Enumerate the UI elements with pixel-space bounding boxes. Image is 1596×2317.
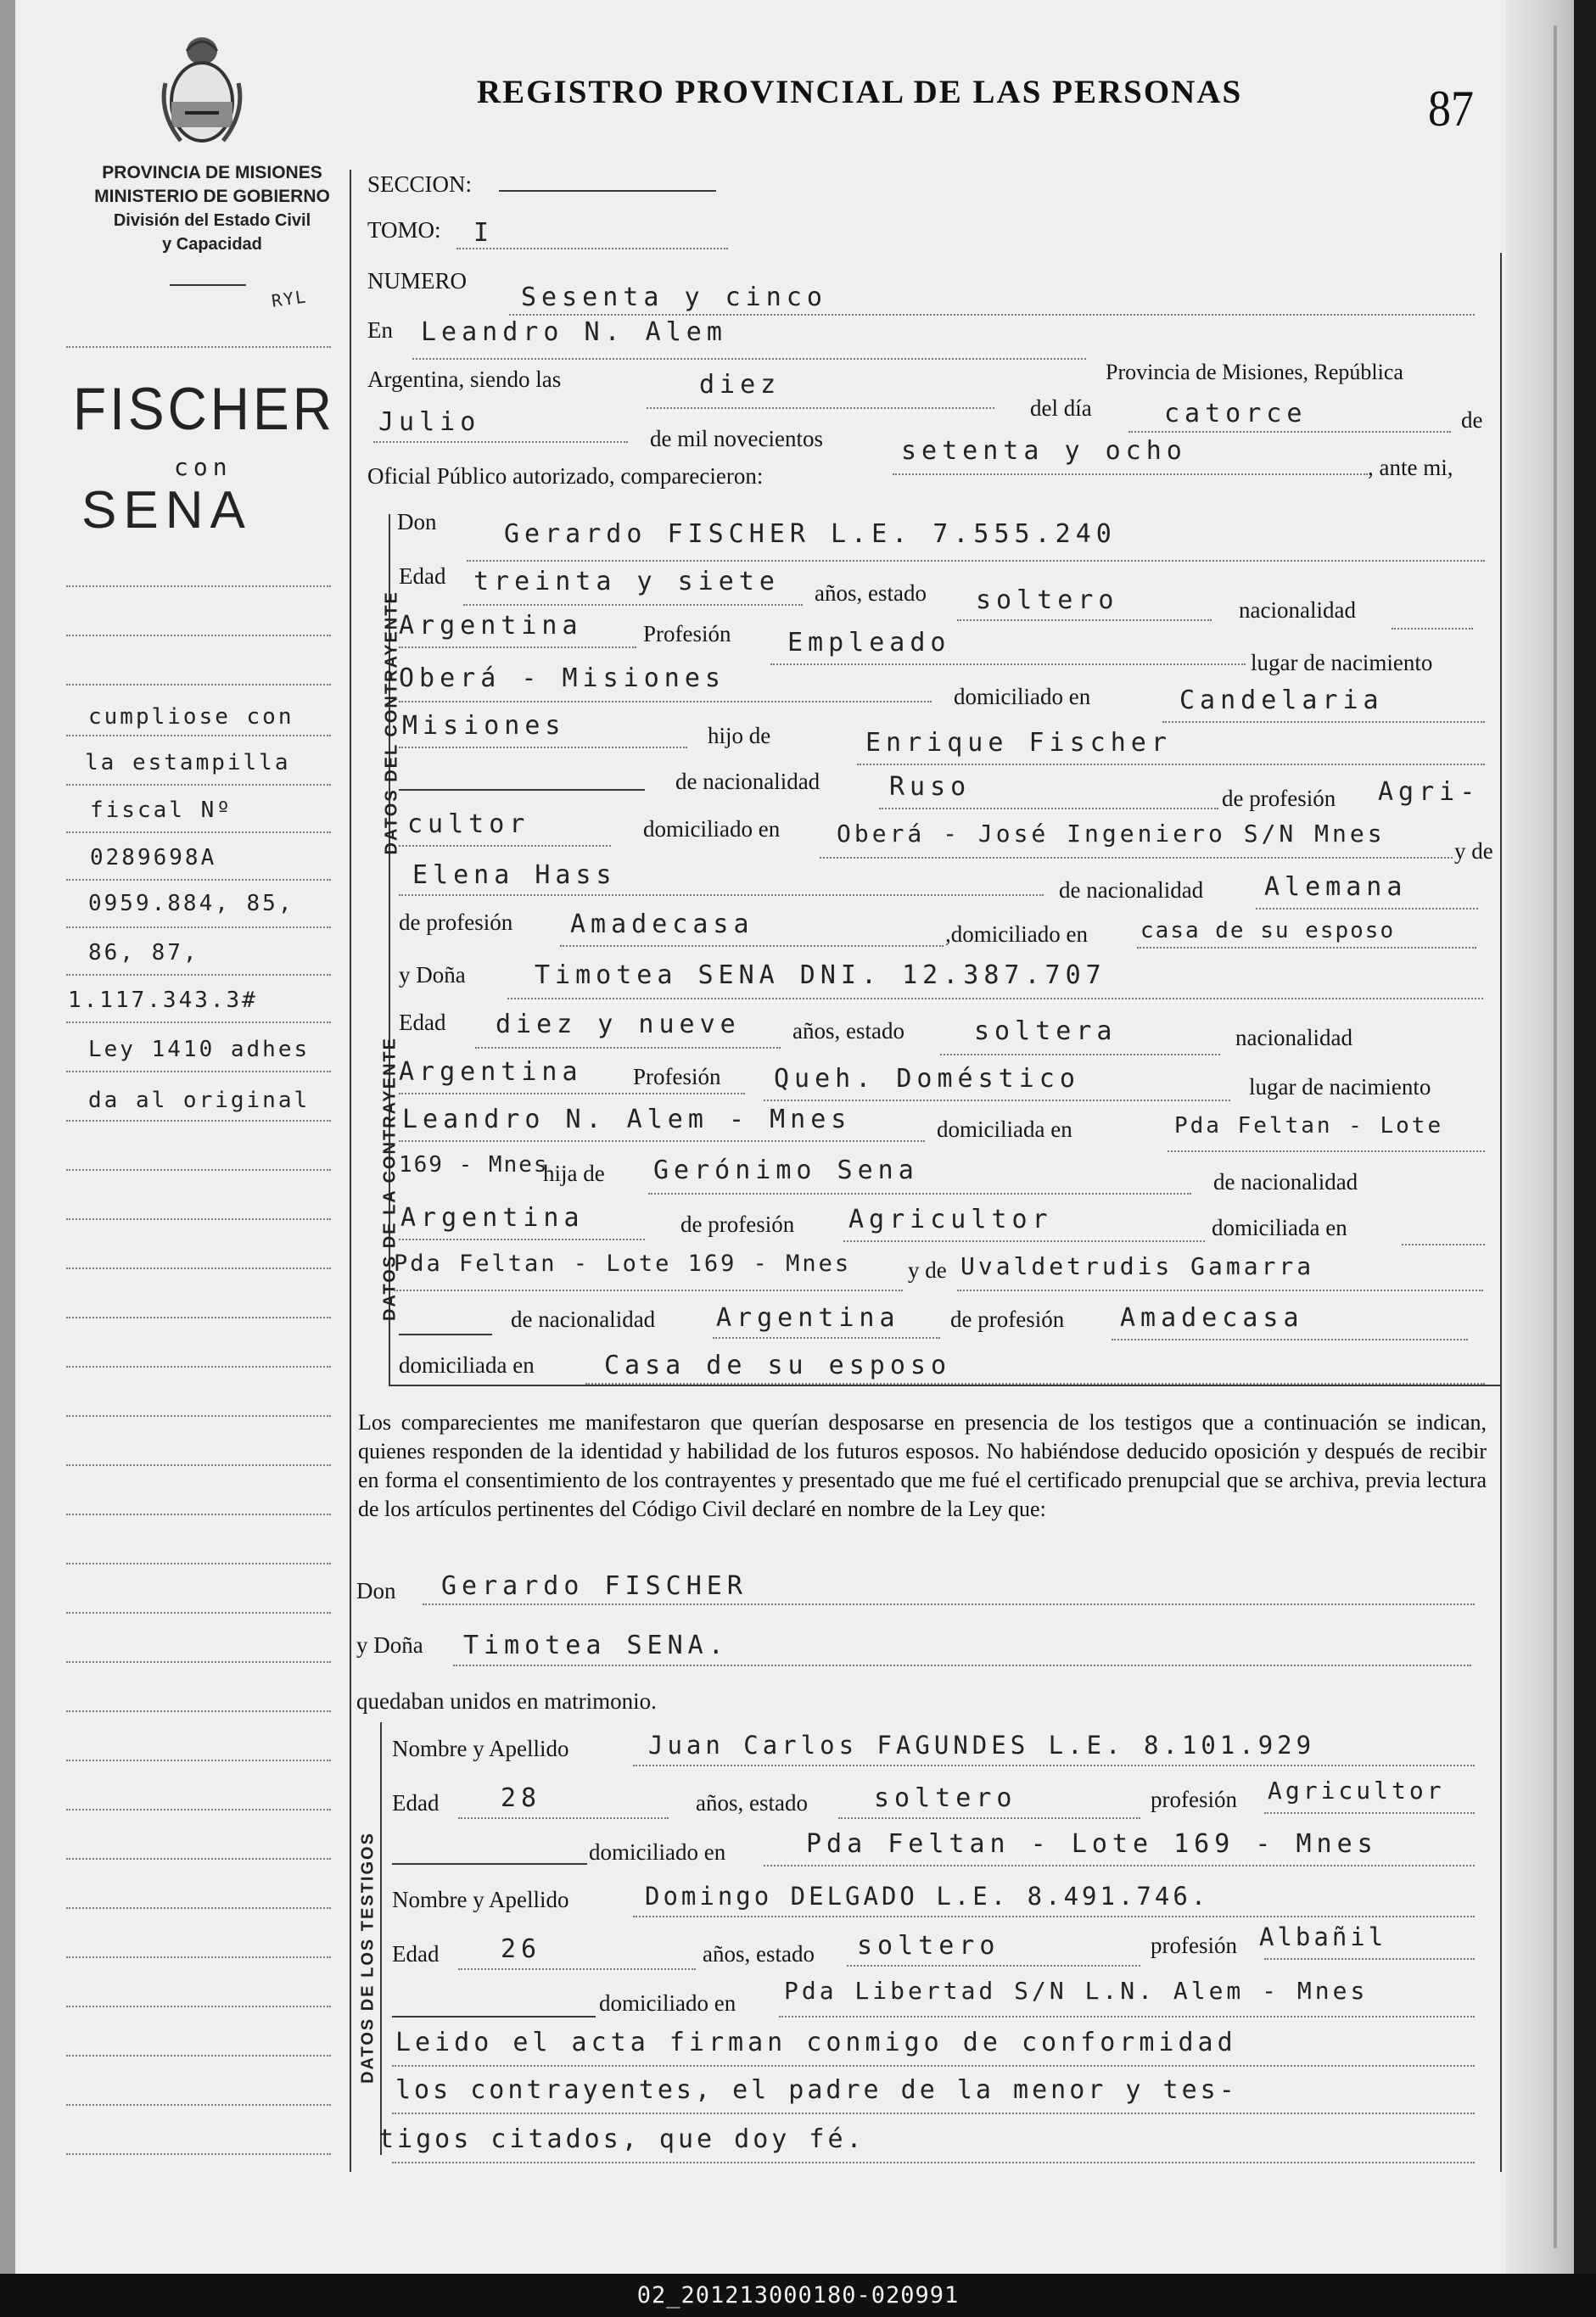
- domicilio-field[interactable]: [1162, 721, 1485, 723]
- margin-rule: [66, 2104, 331, 2106]
- profesion2-field[interactable]: [764, 1100, 1230, 1101]
- padre-nac-value: Ruso: [889, 772, 972, 802]
- margin-rule: [66, 1858, 331, 1860]
- nacionalidad-value: Argentina: [399, 611, 583, 641]
- t1-edad-label: Edad: [392, 1790, 440, 1816]
- t2-nombre-field[interactable]: [633, 1916, 1475, 1917]
- t1-dom-label: domiciliado en: [589, 1839, 726, 1865]
- padre-prof-value: Agri-: [1378, 777, 1481, 807]
- decl-dona-value: Timotea SENA.: [463, 1631, 729, 1660]
- cierre-text-2: los contrayentes, el padre de la menor y tes-: [395, 2075, 1238, 2105]
- lugar-nacimiento-value: Oberá - Misiones: [399, 663, 725, 693]
- margin-rule: [66, 1268, 331, 1269]
- datos-contrayente2-label: DATOS DE LA CONTRAYENTE: [380, 1037, 400, 1321]
- madre2-prof-field[interactable]: [1112, 1339, 1468, 1340]
- tomo-field[interactable]: [456, 248, 728, 249]
- edad2-value: diez y nueve: [496, 1010, 741, 1039]
- margin-rule: [66, 585, 331, 587]
- margin-note-1: cumpliose con: [88, 704, 294, 730]
- cierre-text-3: tigos citados, que doy fé.: [378, 2124, 865, 2154]
- t2-estado-value: soltero: [857, 1931, 1000, 1961]
- domicilio-value: Candelaria: [1179, 686, 1384, 715]
- margin-note-5: 0959.884, 85,: [88, 891, 294, 916]
- t1-edad-value: 28: [501, 1783, 542, 1813]
- t1-prof-field[interactable]: [1264, 1812, 1475, 1814]
- t2-dom-lead: [392, 2016, 596, 2018]
- domicilio2-value: Misiones: [402, 711, 566, 741]
- margin-surname-1: FISCHER: [73, 375, 335, 443]
- estado2-field[interactable]: [940, 1054, 1220, 1055]
- office-line-4: y Capacidad: [162, 235, 262, 254]
- margin-rule: [66, 1218, 331, 1220]
- margin-rule: [66, 1464, 331, 1466]
- t1-edad-field[interactable]: [458, 1817, 669, 1819]
- margin-note-9: da al original: [88, 1088, 311, 1113]
- madre-nac-label: de nacionalidad: [1059, 877, 1204, 903]
- oficial-text: Oficial Público autorizado, comparecieron:: [367, 463, 764, 489]
- t2-nombre-label: Nombre y Apellido: [392, 1887, 569, 1912]
- madre2-field[interactable]: [957, 1290, 1483, 1291]
- office-line-3: División del Estado Civil: [113, 211, 311, 230]
- t2-nombre-value: Domingo DELGADO L.E. 8.491.746.: [645, 1882, 1210, 1911]
- argentina-siendo-text: Argentina, siendo las: [367, 367, 562, 392]
- madre-prof-value: Amadecasa: [570, 909, 754, 939]
- margin-connector: con: [174, 453, 232, 481]
- profesion-value: Empleado: [787, 628, 951, 658]
- t2-prof-field[interactable]: [1264, 1958, 1475, 1960]
- domicilio2c-field[interactable]: [1168, 1150, 1485, 1152]
- t2-dom-value: Pda Libertad S/N L.N. Alem - Mnes: [784, 1977, 1369, 2005]
- margin-note-7: 1.117.343.3#: [68, 988, 258, 1013]
- margin-rule: [66, 1661, 331, 1663]
- lugar-nacimiento2-value: Leandro N. Alem - Mnes: [402, 1105, 852, 1134]
- padre2-nac-value: Argentina: [400, 1203, 585, 1233]
- margin-rule: [66, 926, 331, 928]
- t1-nombre-label: Nombre y Apellido: [392, 1736, 569, 1761]
- margin-rule: [66, 1710, 331, 1712]
- t1-nombre-field[interactable]: [633, 1765, 1475, 1766]
- madre-nac-value: Alemana: [1264, 872, 1408, 902]
- padre2-dom-value: Pda Feltan - Lote 169 - Mnes: [394, 1251, 852, 1277]
- margin-rule: [66, 784, 331, 786]
- margin-note-4: 0289698A: [90, 845, 217, 870]
- tomo-value: I: [473, 218, 495, 248]
- margin-rule: [66, 1120, 331, 1122]
- madre2-dom-value: Casa de su esposo: [604, 1351, 952, 1380]
- testigos-box-left: [380, 1722, 382, 2155]
- profesion2-value: Queh. Doméstico: [774, 1064, 1080, 1094]
- edad2-label: Edad: [399, 1010, 446, 1035]
- decl-don-field[interactable]: [423, 1603, 1475, 1605]
- margin-note-3: fiscal Nº: [90, 798, 232, 823]
- hija-de-label: hija de: [543, 1161, 605, 1186]
- estado-value: soltero: [976, 585, 1119, 615]
- edad-label: Edad: [399, 563, 446, 589]
- madre2-nac-value: Argentina: [716, 1303, 900, 1333]
- nacionalidad-field-tail: [1392, 628, 1473, 630]
- decl-dona-label: y Doña: [356, 1632, 423, 1658]
- numero-value: Sesenta y cinco: [521, 283, 827, 312]
- padre2-dom-label: domiciliada en: [1212, 1215, 1347, 1240]
- margin-rule: [66, 1071, 331, 1072]
- image-id-footer: 02_201213000180-020991: [0, 2274, 1596, 2317]
- dona-label: y Doña: [399, 962, 466, 988]
- domicilio2c-value: Pda Feltan - Lote: [1174, 1113, 1444, 1139]
- datos-contrayente-label: DATOS DEL CONTRAYENTE: [382, 590, 401, 855]
- edad-value: treinta y siete: [473, 567, 780, 596]
- padre-dom-field[interactable]: [820, 857, 1453, 859]
- margin-rule: [66, 1612, 331, 1614]
- t2-prof-label: profesión: [1151, 1933, 1237, 1958]
- t2-estado-field[interactable]: [847, 1965, 1140, 1967]
- margin-rule: [66, 2055, 331, 2057]
- nacionalidad2-label: nacionalidad: [1235, 1025, 1352, 1050]
- dia-value: catorce: [1164, 399, 1308, 428]
- margin-rule: [66, 1956, 331, 1958]
- margin-note-2: la estampilla: [85, 750, 291, 775]
- dona-field[interactable]: [507, 998, 1483, 999]
- t1-dom-value: Pda Feltan - Lote 169 - Mnes: [806, 1829, 1378, 1859]
- madre-dom-value: casa de su esposo: [1140, 918, 1396, 943]
- anio-value: setenta y ocho: [901, 436, 1187, 466]
- cierre-line-2: [392, 2113, 1475, 2114]
- padre2-dom-field-tail: [1402, 1244, 1485, 1245]
- don-value: Gerardo FISCHER L.E. 7.555.240: [504, 519, 1117, 549]
- padre2-nac-label: de nacionalidad: [1213, 1169, 1358, 1195]
- margin-rule: [66, 635, 331, 636]
- form-right-border: [1500, 253, 1502, 2172]
- t2-dom-field[interactable]: [779, 2016, 1475, 2018]
- lugar-nacimiento-field[interactable]: [399, 701, 932, 702]
- margin-divider: [350, 170, 351, 2172]
- margin-rule: [66, 1760, 331, 1761]
- hora-value: diez: [699, 370, 781, 400]
- y-de2-label: y de: [908, 1257, 947, 1283]
- lugar-nacimiento2-field[interactable]: [399, 1140, 925, 1142]
- margin-rule: [66, 1415, 331, 1417]
- margin-rule: [66, 1809, 331, 1811]
- t1-prof-value: Agricultor: [1268, 1777, 1445, 1805]
- office-line-1: PROVINCIA DE MISIONES: [102, 163, 322, 182]
- office-line-2: MINISTERIO DE GOBIERNO: [94, 187, 330, 206]
- t2-edad-value: 26: [501, 1934, 542, 1964]
- book-binding: [0, 0, 15, 2274]
- anios-estado2-label: años, estado: [792, 1018, 904, 1044]
- t2-prof-value: Albañil: [1259, 1922, 1387, 1951]
- seccion-field[interactable]: [499, 190, 716, 192]
- t1-anios-estado-label: años, estado: [696, 1790, 808, 1816]
- domiciliado-label: domiciliado en: [954, 684, 1091, 709]
- office-header: [68, 161, 356, 256]
- t1-nombre-value: Juan Carlos FAGUNDES L.E. 8.101.929: [648, 1731, 1316, 1760]
- lugar-nacimiento2-label: lugar de nacimiento: [1249, 1074, 1431, 1100]
- don-field[interactable]: [467, 560, 1485, 562]
- margin-rule: [66, 684, 331, 686]
- t2-edad-label: Edad: [392, 1941, 440, 1967]
- de-label: de: [1461, 407, 1483, 433]
- margin-rule: [66, 1317, 331, 1318]
- cierre-line-1: [392, 2065, 1475, 2067]
- anios-estado-label: años, estado: [815, 580, 927, 606]
- dona-value: Timotea SENA DNI. 12.387.707: [535, 960, 1106, 990]
- cierre-line-3: [392, 2162, 1475, 2163]
- padre2-prof-field[interactable]: [843, 1240, 1205, 1242]
- y-de-label: y de: [1454, 838, 1493, 864]
- padre-value: Enrique Fischer: [865, 728, 1172, 758]
- padre2-value: Gerónimo Sena: [653, 1156, 919, 1185]
- mes-value: Julio: [378, 407, 481, 437]
- numero-label: NUMERO: [367, 268, 468, 294]
- margin-rule: [66, 1514, 331, 1515]
- padre-prof2-field[interactable]: [399, 845, 611, 847]
- madre2-nac-field[interactable]: [713, 1337, 940, 1339]
- padre-nac-field[interactable]: [879, 808, 1218, 809]
- madre2-nac-lead: [399, 1334, 492, 1335]
- t2-anios-estado-label: años, estado: [703, 1941, 815, 1967]
- domiciliada-label: domiciliada en: [937, 1117, 1072, 1142]
- madre-dom-field[interactable]: [1137, 947, 1476, 949]
- madre-nac-field[interactable]: [1256, 908, 1478, 909]
- lugar-field[interactable]: [412, 358, 1086, 360]
- edad-field[interactable]: [463, 604, 803, 606]
- margin-surname-2: SENA: [81, 481, 252, 540]
- decl-don-label: Don: [356, 1578, 396, 1603]
- madre2-value: Uvaldetrudis Gamarra: [960, 1252, 1315, 1280]
- hora-field[interactable]: [647, 407, 994, 409]
- padre2-prof-value: Agricultor: [848, 1205, 1053, 1234]
- page-number: 87: [1428, 81, 1474, 137]
- padre-prof-label: de profesión: [1222, 786, 1336, 811]
- nacionalidad-field[interactable]: [399, 646, 636, 648]
- declaracion-paragraph: Los comparecientes me manifestaron que querían desposarse en presencia de los testigos que a continuación se indican, quienes responden de la identidad y habilidad de los futuros esposos. No habiéndose deducido oposición y después de recibir en forma el consentimiento de los contrayentes y presentado que me fué el certificado prenupcial que se archiva, previa lectura de los artículos pertinentes del Código Civil declaré en nombre de la Ley que:: [358, 1410, 1487, 1521]
- profesion-field[interactable]: [770, 663, 1246, 665]
- nacionalidad2-value: Argentina: [399, 1057, 583, 1087]
- page-stack-line: [1554, 25, 1557, 2248]
- profesion2-label: Profesión: [633, 1064, 721, 1089]
- margin-rule: [66, 1169, 331, 1171]
- edad2-field[interactable]: [475, 1047, 781, 1049]
- t1-prof-label: profesión: [1151, 1787, 1237, 1812]
- estado2-value: soltera: [974, 1016, 1117, 1046]
- madre-field[interactable]: [399, 894, 1044, 896]
- margin-initials: RYL: [270, 286, 309, 311]
- padre-dom-label: domiciliado en: [643, 816, 781, 842]
- decl-dona-field[interactable]: [453, 1665, 1471, 1666]
- lugar-nacimiento-label: lugar de nacimiento: [1251, 650, 1433, 675]
- padre-dom-value: Oberá - José Ingeniero S/N Mnes: [837, 820, 1386, 848]
- nacionalidad2-field[interactable]: [399, 1093, 745, 1094]
- padre2-field[interactable]: [648, 1193, 1191, 1195]
- padre2-nac-field[interactable]: [399, 1239, 645, 1240]
- domicilio2c-cont-value: 169 - Mnes: [399, 1152, 549, 1178]
- don-label: Don: [397, 509, 437, 534]
- mil-novecientos-label: de mil novecientos: [650, 426, 823, 451]
- madre-prof-field[interactable]: [560, 945, 944, 947]
- margin-rule: [66, 831, 331, 833]
- t1-estado-value: soltero: [874, 1783, 1017, 1813]
- padre-nac-label: de nacionalidad: [675, 769, 820, 794]
- page-stack-edge: [1506, 0, 1574, 2274]
- ante-mi-text: , ante mi,: [1368, 455, 1453, 480]
- provincia-text: Provincia de Misiones, República: [1106, 360, 1403, 384]
- domicilio2-field[interactable]: [399, 747, 687, 748]
- padre2-prof-label: de profesión: [680, 1212, 795, 1237]
- madre2-prof-label: de profesión: [950, 1307, 1065, 1332]
- margin-rule: [66, 1563, 331, 1564]
- datos-testigos-label: DATOS DE LOS TESTIGOS: [358, 1832, 378, 2084]
- madre2-nac-label: de nacionalidad: [511, 1307, 656, 1332]
- t2-dom-label: domiciliado en: [599, 1990, 736, 2016]
- margin-rule: [66, 2006, 331, 2007]
- en-label: En: [367, 317, 393, 343]
- coat-of-arms-icon: [155, 32, 249, 151]
- profesion-label: Profesión: [643, 621, 731, 646]
- padre-nac-lead: [399, 789, 645, 791]
- margin-rule: [66, 1366, 331, 1368]
- dia-field[interactable]: [1128, 431, 1451, 433]
- t1-estado-field[interactable]: [838, 1817, 1140, 1819]
- margin-rule: [66, 735, 331, 736]
- t1-dom-field[interactable]: [764, 1865, 1475, 1866]
- t1-dom-lead: [392, 1863, 587, 1865]
- mes-field[interactable]: [373, 441, 628, 443]
- cierre-text-1: Leido el acta firman conmigo de conformidad: [395, 2028, 1237, 2057]
- padre-prof2-value: cultor: [407, 809, 530, 839]
- header-underline: [170, 284, 246, 286]
- contrayente2-box-bottom: [389, 1385, 1500, 1386]
- madre2-dom-field[interactable]: [585, 1383, 1485, 1385]
- margin-rule: [66, 879, 331, 881]
- margin-note-6: 86, 87,: [88, 940, 199, 965]
- register-title: REGISTRO PROVINCIAL DE LAS PERSONAS: [477, 74, 1243, 110]
- margin-rule: [66, 1021, 331, 1023]
- del-dia-label: del día: [1030, 395, 1092, 421]
- madre2-prof-value: Amadecasa: [1120, 1303, 1304, 1333]
- lugar-value: Leandro N. Alem: [421, 317, 727, 347]
- padre2-dom-field[interactable]: [394, 1290, 903, 1291]
- hijo-de-label: hijo de: [708, 723, 771, 748]
- madre2-dom-label: domiciliada en: [399, 1352, 535, 1378]
- margin-rule: [66, 974, 331, 976]
- madre-prof-label: de profesión: [399, 909, 513, 935]
- numero-field[interactable]: [509, 314, 1475, 316]
- t2-edad-field[interactable]: [458, 1968, 696, 1970]
- estado-field[interactable]: [957, 619, 1212, 621]
- quedaban-text: quedaban unidos en matrimonio.: [356, 1688, 657, 1714]
- anio-field[interactable]: [893, 473, 1368, 475]
- margin-note-8: Ley 1410 adhes: [88, 1037, 311, 1062]
- padre-field[interactable]: [857, 764, 1485, 765]
- seccion-label: SECCION:: [367, 171, 473, 197]
- madre-value: Elena Hass: [412, 860, 617, 890]
- tomo-label: TOMO:: [367, 217, 441, 243]
- madre-dom-label: ,domiciliado en: [945, 921, 1088, 947]
- margin-rule: [66, 346, 331, 348]
- margin-rule: [66, 2153, 331, 2155]
- decl-don-value: Gerardo FISCHER: [441, 1571, 748, 1601]
- margin-rule: [66, 1907, 331, 1909]
- nacionalidad-label: nacionalidad: [1239, 597, 1356, 623]
